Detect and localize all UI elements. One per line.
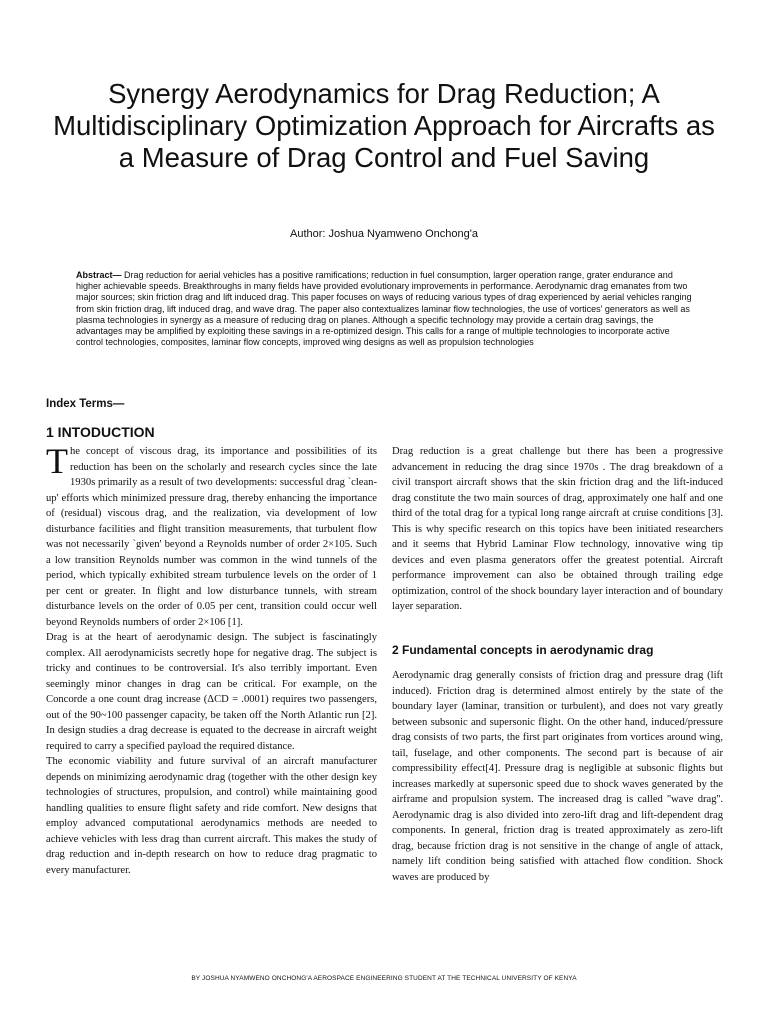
drop-cap: T <box>46 441 68 481</box>
section-1-heading: 1 INTODUCTION <box>46 424 155 440</box>
intro-paragraph-3: The economic viability and future survival of an aircraft manufacturer depends on minimizing aerodynamic drag (together with the other design key technologies of structures, propulsion, and control) while maintaining good handling qualities to ensure flight safety and ride comfort. New designs that employ advanced computational aerodynamics methods are needed to achieve vehicles with less drag than current aircraft. This makes the study of drag reduction and in-depth research on how to reduce drag pragmatic to every manufacturer. <box>46 756 377 876</box>
right-column <box>392 444 723 885</box>
author-line: Author: Joshua Nyamweno Onchong'a <box>290 228 478 240</box>
left-column <box>46 441 377 878</box>
intro-paragraph-1 <box>46 441 377 630</box>
abstract <box>76 270 696 348</box>
intro-paragraph-4: Drag reduction is a great challenge but there has been a progressive advancement in reducing the drag since 1970s . The drag breakdown of a civil transport aircraft shows that the skin friction drag and the lift-induced drag constitute the two main sources of drag, approximately one half and one third of the total drag for a typical long range aircraft at cruise conditions [3]. This is why specific research on this topics have been initiated researchers and it seems that Hybrid Laminar Flow technology, innovative wing tip devices and even plasma generators offer the greatest potential. Aircraft performance improvement can also be obtained through trailing edge optimization, control of the shock boundary layer interaction and of boundary layer separation. <box>392 446 723 612</box>
section-2-heading: 2 Fundamental concepts in aerodynamic drag <box>392 642 654 657</box>
intro-paragraph-2: Drag is at the heart of aerodynamic design. The subject is fascinatingly complex. All aerodynamicists secretly hope for negative drag. The subject is tricky and continues to be controversial. It's also terribly important. Even seemingly minor changes in drag can be critical. For example, on the Concorde a one count drag increase (ΔCD = .0001) requires two passengers, out of the 90~100 passenger capacity, be taken off the North Atlantic run [2]. In design studies a drag decrease is equated to the decrease in aircraft weight required to carry a specified payload the required distance. <box>46 632 377 752</box>
section-2-paragraph-1: Aerodynamic drag generally consists of friction drag and pressure drag (lift induced). Friction drag is determined almost entirely by the state of the boundary layer (laminar, transition or turbulent), and does not vary greatly between subsonic and supersonic flight. On the other hand, induced/pressure drag consists of two parts, the first part originates from vortices around wing, tail, fuselage, and other components. The second part is because of air compressibility effect[4]. Pressure drag is negligible at subsonic flights but increases markedly at supersonic speed due to shock waves generated by the airframe and propulsion system. The increased drag is called ''wave drag''. Aerodynamic drag is also divided into zero-lift drag and lift-dependent drag components. In general, friction drag is treated approximately as zero-lift drag, because friction drag is not sensitive in the change of angle of attack, namely lift condition being satisfied with attached flow condition. Shock waves are produced by <box>392 670 723 883</box>
index-terms-heading: Index Terms— <box>46 398 125 410</box>
abstract-text: Drag reduction for aerial vehicles has a positive ramifications; reduction in fuel consumption, larger operation range, grater endurance and higher achievable speeds. Breakthroughs in many fields have provided evolutionary improvements in performance. Aerodynamic drag emanates from two major sources; skin friction drag and lift induced drag. This paper focuses on ways of reducing various types of drag experienced by aerial vehicles ranging from skin friction drag, lift induced drag, and wave drag. The paper also contextualizes laminar flow technologies, the use of vortices' generators as well as plasma technologies in synergy as a measure of reducing drag on planes. Although a specific technology may provide a certain drag savings, the advantages may be amplified by exploiting these savings in a re-optimized design. This calls for a range of multiple technologies to incorporate active control technologies, composites, laminar flow concepts, improved wing designs as well as propulsion technologies <box>76 270 692 348</box>
page-footer: BY JOSHUA NYAMWENO ONCHONG'A AEROSPACE ENGINEERING STUDENT AT THE TECHNICAL UNIVERSITY OF KENYA <box>191 975 577 982</box>
abstract-label: Abstract— <box>76 270 122 280</box>
paper-title: Synergy Aerodynamics for Drag Reduction; A Multidisciplinary Optimization Approach for Aircrafts as a Measure of Drag Control and Fuel Saving <box>53 78 715 173</box>
intro-paragraph-1-text: he concept of viscous drag, its importance and possibilities of its reduction has been on the scholarly and research cycles since the late 1930s primarily as a result of two developments: successful drag `clean-up' efforts which minimized pressure drag, thereby enhancing the importance of (residual) viscous drag, and the realization, via development of low disturbance facilities and flight transition measurements, that turbulent flow was not necessarily `given' beyond a Reynolds number of order 2×105. Such a low transition Reynolds number was common in the wind tunnels of the period, which typically exhibited stream turbulence levels on the order of 1 per cent or greater. In flight and low disturbance tunnels, with stream disturbance levels on the order of 0.05 per cent, transition could occur well beyond Reynolds numbers of order 2×106 [1]. <box>46 446 377 628</box>
